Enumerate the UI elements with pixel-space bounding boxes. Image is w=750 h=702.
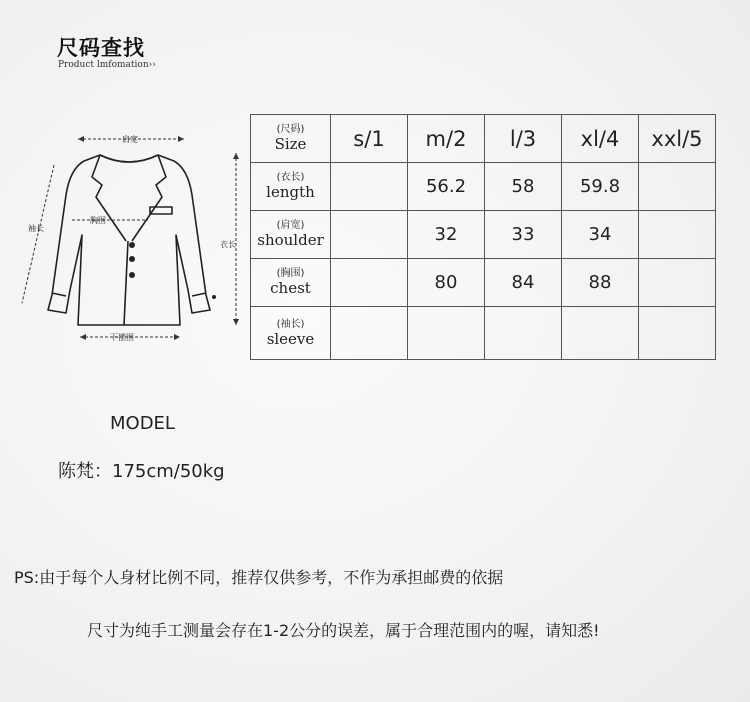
table-cell: 84 [485,259,562,307]
table-cell [562,307,639,360]
column-header: xxl/5 [639,115,716,163]
row-label: (胸围) chest [251,259,331,307]
table-row [251,307,716,360]
table-cell [639,307,716,360]
lapel-left [92,155,126,241]
column-header: s/1 [331,115,408,163]
model-info: 陈梵：175cm/50kg [58,461,225,482]
table-cell [408,307,485,360]
length-label: 衣长 [220,240,236,249]
jacket-outline [48,155,210,325]
sleeve-label: 袖长 [28,224,44,233]
table-cell: 88 [562,259,639,307]
table-cell: 80 [408,259,485,307]
sleeve-measure-line [22,165,54,303]
table-cell: 59.8 [562,163,639,211]
row-label: (肩宽) shoulder [251,211,331,259]
model-heading: MODEL [110,413,175,434]
table-cell: 34 [562,211,639,259]
table-cell: 56.2 [408,163,485,211]
row-label: (袖长) sleeve [251,307,331,360]
column-header: xl/4 [562,115,639,163]
row-label: (衣长) length [251,163,331,211]
table-cell [639,259,716,307]
column-header: l/3 [485,115,562,163]
hem-label: 下摆围 [110,333,134,342]
table-cell: 32 [408,211,485,259]
size-table [250,114,716,360]
table-cell [331,211,408,259]
disclaimer-line-1: PS:由于每个人身材比例不同，推荐仅供参考，不作为承担邮费的依据 [14,568,504,587]
table-row [251,211,716,259]
page-subtitle: Product lmfomation›› [58,60,156,70]
table-cell: 33 [485,211,562,259]
shoulder-label: 肩宽 [122,135,138,144]
table-cell [331,259,408,307]
page-title: 尺码查找 [57,36,145,60]
corner-cell: (尺码) Size [251,115,331,163]
table-row [251,259,716,307]
table-row [251,163,716,211]
lapel-right [132,155,166,241]
table-cell [639,211,716,259]
jacket-measurement-diagram [8,125,248,350]
chest-label: 胸围 [90,216,106,225]
table-cell [331,163,408,211]
table-cell [485,307,562,360]
table-cell: 58 [485,163,562,211]
table-cell [331,307,408,360]
table-header-row [251,115,716,163]
column-header: m/2 [408,115,485,163]
disclaimer-line-2: 尺寸为纯手工测量会存在1-2公分的误差，属于合理范围内的喔，请知悉! [87,621,600,640]
table-cell [639,163,716,211]
